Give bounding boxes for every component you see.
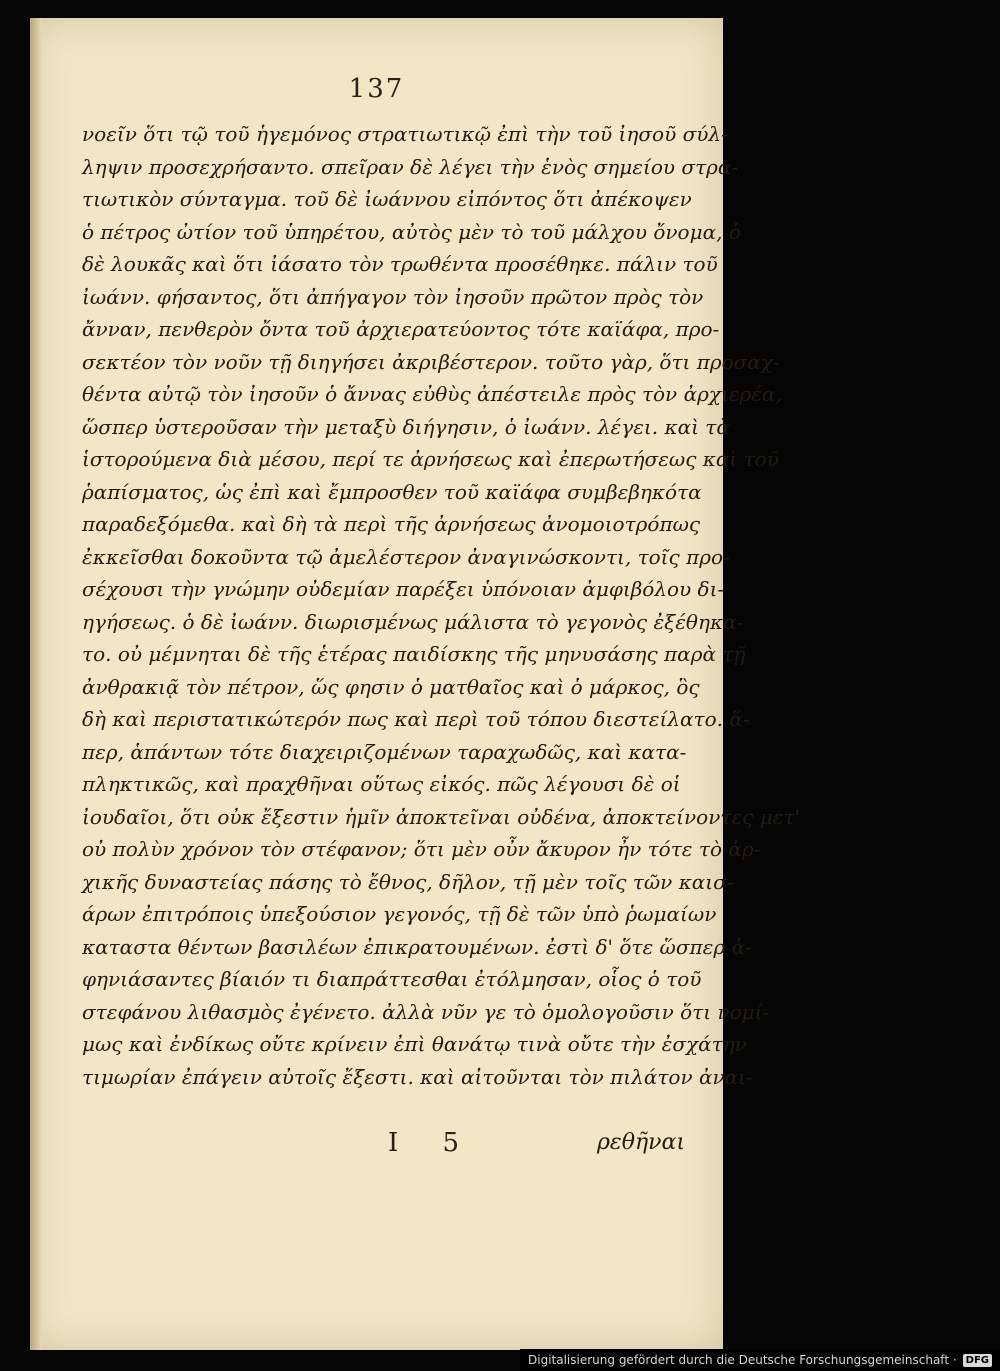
catchword: ρεθῆναι [596, 1130, 685, 1155]
text-line: νοεῖν ὅτι τῷ τοῦ ἡγεμόνος στρατιωτικῷ ἐπὶ τὴν τοῦ ἰησοῦ σύλ- [82, 122, 728, 146]
text-line: ἀνθρακιᾷ τὸν πέτρον, ὥς φησιν ὁ ματθαῖος καὶ ὁ μάρκος, ὃς [82, 674, 700, 699]
text-line: μως καὶ ἐνδίκως οὔτε κρίνειν ἐπὶ θανάτῳ τινὰ οὔτε τὴν ἐσχάτην [82, 1032, 747, 1056]
page-number: 137 [348, 74, 405, 104]
text-line: φηνιάσαντες βίαιόν τι διαπράττεσθαι ἐτόλμησαν, οἷος ὁ τοῦ [82, 967, 702, 991]
text-line: παραδεξόμεθα. καὶ δὴ τὰ περὶ τῆς ἀρνήσεως ἀνομοιοτρόπως [82, 512, 701, 536]
printer-signature-mark: I 5 [388, 1128, 478, 1158]
text-line: ἰουδαῖοι, ὅτι οὐκ ἔξεστιν ἡμῖν ἀποκτεῖναι οὐδένα, ἀποκτείνοντες μετ' [82, 804, 801, 829]
text-line: δὴ καὶ περιστατικώτερόν πως καὶ περὶ τοῦ τόπου διεστείλατο. ἅ- [82, 707, 750, 731]
text-line: ἱστορούμενα διὰ μέσου, περί τε ἀρνήσεως καὶ ἐπερωτήσεως καὶ τοῦ [82, 447, 779, 471]
text-line: ὁ πέτρος ὠτίον τοῦ ὑπηρέτου, αὐτὸς μὲν τὸ τοῦ μάλχου ὄνομα, ὁ [82, 219, 741, 244]
text-line: δὲ λουκᾶς καὶ ὅτι ἰάσατο τὸν τρωθέντα προσέθηκε. πάλιν τοῦ [82, 252, 718, 276]
text-line: ἄνναν, πενθερὸν ὄντα τοῦ ἀρχιερατεύοντος τότε καϊάφα, προ- [82, 317, 720, 341]
text-line: οὐ πολὺν χρόνον τὸν στέφανον; ὅτι μὲν οὖν ἄκυρον ἦν τότε τὸ ἀρ- [82, 837, 761, 861]
greek-text-block [82, 118, 801, 1093]
text-line: άρων ἐπιτρόποις ὑπεξούσιον γεγονός, τῇ δὲ τῶν ὑπὸ ῥωμαίων [82, 902, 717, 926]
footer-credit-text: Digitalisierung gefördert durch die Deutsche Forschungsgemeinschaft · [528, 1353, 957, 1367]
text-line: σέχουσι τὴν γνώμην οὐδεμίαν παρέξει ὑπόνοιαν ἀμφιβόλου δι- [82, 577, 725, 601]
text-line: ηγήσεως. ὁ δὲ ἰωάνν. διωρισμένως μάλιστα τὸ γεγονὸς ἐξέθηκα- [82, 609, 744, 634]
text-line: τιωτικὸν σύνταγμα. τοῦ δὲ ἰωάννου εἰπόντος ὅτι ἀπέκοψεν [82, 187, 692, 211]
text-line: περ, ἁπάντων τότε διαχειριζομένων ταραχωδῶς, καὶ κατα- [82, 739, 687, 764]
text-line: σεκτέον τὸν νοῦν τῇ διηγήσει ἀκριβέστερον. τοῦτο γὰρ, ὅτι προσαχ- [82, 349, 780, 374]
text-line: χικῆς δυναστείας πάσης τὸ ἔθνος, δῆλον, τῇ μὲν τοῖς τῶν καισ- [82, 869, 734, 894]
text-line: θέντα αὐτῷ τὸν ἰησοῦν ὁ ἄννας εὐθὺς ἀπέστειλε πρὸς τὸν ἀρχιερέα, [82, 382, 782, 406]
text-line: ληψιν προσεχρήσαντο. σπεῖραν δὲ λέγει τὴν ἑνὸς σημείου στρα- [82, 154, 739, 179]
text-line: πληκτικῶς, καὶ πραχθῆναι οὕτως εἰκός. πῶς λέγουσι δὲ οἱ [82, 772, 681, 796]
text-line: στεφάνου λιθασμὸς ἐγένετο. ἀλλὰ νῦν γε τὸ ὁμολογοῦσιν ὅτι νομί- [82, 999, 770, 1024]
dfg-logo-icon: DFG [963, 1354, 992, 1367]
text-line: ἰωάνν. φήσαντος, ὅτι ἀπήγαγον τὸν ἰησοῦν πρῶτον πρὸς τὸν [82, 284, 704, 309]
text-line: ὥσπερ ὑστεροῦσαν τὴν μεταξὺ διήγησιν, ὁ ἰωάνν. λέγει. καὶ τὰ [82, 414, 730, 439]
text-line: τιμωρίαν ἐπάγειν αὐτοῖς ἔξεστι. καὶ αἰτοῦνται τὸν πιλάτον ἀναι- [82, 1064, 753, 1089]
text-line: ἐκκεῖσθαι δοκοῦντα τῷ ἀμελέστερον ἀναγινώσκοντι, τοῖς προ- [82, 544, 730, 569]
text-line: καταστα θέντων βασιλέων ἐπικρατουμένων. ἐστὶ δ' ὅτε ὥσπερ ἀ- [82, 934, 752, 959]
book-page [30, 18, 801, 1350]
page-binding-edge [30, 18, 42, 1350]
text-line: ῥαπίσματος, ὡς ἐπὶ καὶ ἔμπροσθεν τοῦ καϊάφα συμβεβηκότα [82, 479, 702, 504]
text-line: το. οὐ μέμνηται δὲ τῆς ἑτέρας παιδίσκης τῆς μηνυσάσης παρὰ τῇ [82, 642, 746, 666]
digitization-footer [520, 1349, 1000, 1371]
